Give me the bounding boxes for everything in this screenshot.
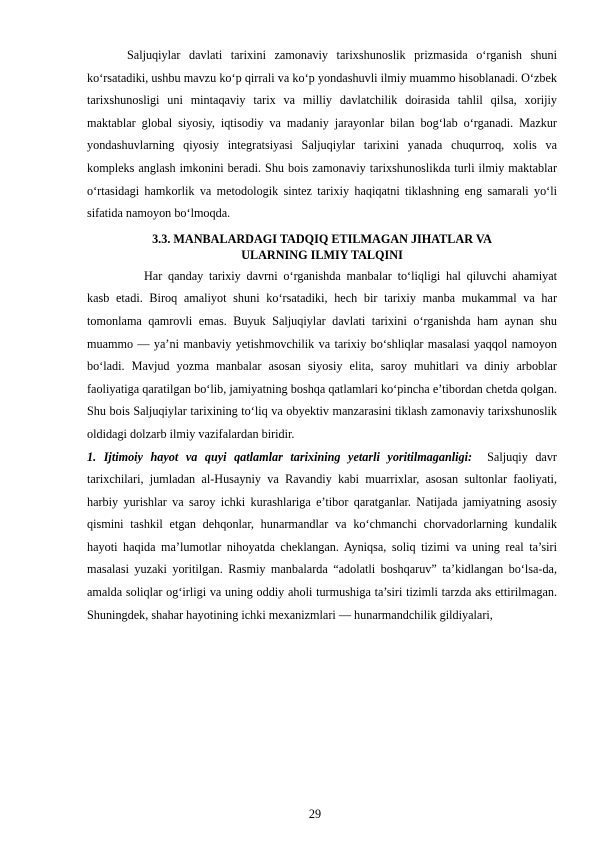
page-number: 29: [308, 807, 322, 821]
point-1-title: 1. Ijtimoiy hayot va quyi qatlamlar tarixining yetarli yoritilmaganligi:: [87, 449, 473, 464]
point-1-paragraph: [87, 446, 557, 627]
section-heading-line-1: 3.3. MANBALARDAGI TADQIQ ETILMAGAN JIHATLAR VA: [152, 231, 492, 246]
section-heading: [87, 231, 557, 263]
point-1-body: Saljuqiy davr tarixchilari, jumladan al-Husayniy va Ravandiy kabi muarrixlar, asosan sultonlar faoliyati, harbiy yurishlar va saroy ichki kurashlariga e’tibor qaratganlar. Natijada jamiyatning asosiy qismini tashkil etgan dehqonlar, hunarmandlar va ko‘chmanchi chorvadorlarning kundalik hayoti haqida ma’lumotlar nihoyatda cheklangan. Ayniqsa, soliq tizimi va uning real ta’siri masalasi yuzaki yoritilgan. Rasmiy manbalarda “adolatli boshqaruv” ta’kidlangan bo‘lsa-da, amalda soliqlar og‘irligi va uning oddiy aholi turmushiga ta’siri tizimli tarzda aks ettirilmagan. Shuningdek, shahar hayotining ichki mexanizmlari — hunarmandchilik gildiyalari,: [87, 449, 557, 622]
intro-paragraph: Saljuqiylar davlati tarixini zamonaviy tarixshunoslik prizmasida o‘rganish shuni ko‘rsatadiki, ushbu mavzu ko‘p qirrali va ko‘p yondashuvli ilmiy muammo hisoblanadi. O‘zbek tarixshunosligi uni mintaqaviy tarix va milliy davlatchilik doirasida tahlil qilsa, xorijiy maktablar global siyosiy, iqtisodiy va madaniy jarayonlar bilan bog‘lab o‘rganadi. Mazkur yondashuvlarning qiyosiy integratsiyasi Saljuqiylar tarixini yanada chuqurroq, xolis va kompleks anglash imkonini beradi. Shu bois zamonaviy tarixshunoslikda turli ilmiy maktablar o‘rtasidagi hamkorlik va metodologik sintez tarixiy haqiqatni tiklashning eng samarali yo‘li sifatida namoyon bo‘lmoqda.: [87, 48, 557, 221]
section-intro-paragraph: Har qanday tarixiy davrni o‘rganishda manbalar to‘liqligi hal qiluvchi ahamiyat kasb etadi. Biroq amaliyot shuni ko‘rsatadiki, hech bir tarixiy manba mukammal va har tomonlama qamrovli emas. Buyuk Saljuqiylar davlati tarixini o‘rganishda ham aynan shu muammo — ya’ni manbaviy yetishmovchilik va tarixiy bo‘shliqlar masalasi yaqqol namoyon bo‘ladi. Mavjud yozma manbalar asosan siyosiy elita, saroy muhitlari va diniy arboblar faoliyatiga qaratilgan bo‘lib, jamiyatning boshqa qatlamlari ko‘pincha e’tibordan chetda qolgan. Shu bois Saljuqiylar tarixining to‘liq va obyektiv manzarasini tiklash zamonaviy tarixshunoslik oldidagi dolzarb ilmiy vazifalardan biridir.: [87, 268, 557, 441]
section-heading-line-2: ULARNING ILMIY TALQINI: [241, 247, 403, 262]
document-page: [87, 44, 557, 626]
